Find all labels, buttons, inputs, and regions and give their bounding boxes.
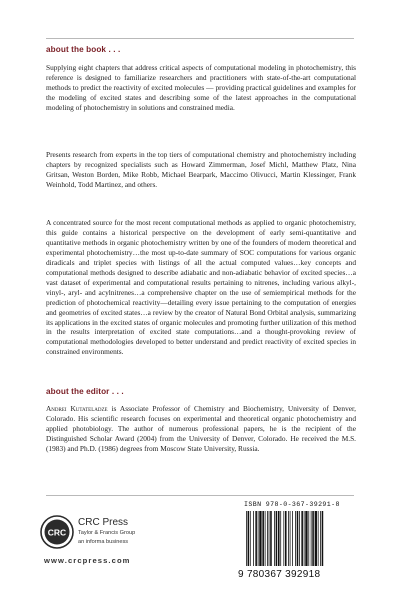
bottom-divider bbox=[46, 495, 354, 496]
publisher-group: Taylor & Francis Group bbox=[78, 530, 136, 536]
barcode-bar bbox=[250, 511, 251, 573]
barcode-bar bbox=[301, 511, 303, 573]
about-editor-heading: about the editor . . . bbox=[46, 387, 124, 396]
barcode-bar bbox=[320, 511, 321, 573]
barcode-bar bbox=[318, 511, 319, 573]
barcode-bar bbox=[304, 511, 305, 573]
about-book-heading: about the book . . . bbox=[46, 45, 121, 54]
barcode-bar bbox=[270, 511, 272, 573]
barcode-bar bbox=[262, 511, 264, 573]
barcode-bar bbox=[297, 511, 299, 573]
isbn-digits: 9 780367 392918 bbox=[238, 569, 321, 580]
barcode-bar bbox=[246, 511, 247, 573]
barcode-bar bbox=[308, 511, 309, 573]
barcode-bar bbox=[290, 511, 291, 573]
barcode-bar bbox=[265, 511, 266, 573]
editor-name: Andrei Kutateladze bbox=[46, 404, 108, 413]
publisher-url[interactable]: www.crcpress.com bbox=[44, 556, 131, 565]
logo-text: CRC bbox=[47, 527, 67, 538]
barcode-bar bbox=[258, 511, 259, 573]
barcode-bar bbox=[295, 511, 296, 573]
about-book-paragraph-1: Supplying eight chapters that address critical aspects of computational modeling in photochemistry, this reference is designed to familiarize researchers and practitioners with state-of-the-art computational methods to predict the reactivity of excited molecules — providing practical guidelines and examples for the modeling of excited states and describing some of the latest approaches in the computational modeling of photochemistry in solutions and constrained media. bbox=[46, 63, 356, 112]
barcode-bar bbox=[280, 511, 281, 573]
barcode-bar bbox=[269, 511, 270, 573]
barcode-bar bbox=[315, 511, 317, 573]
barcode-bar bbox=[278, 511, 280, 573]
barcode-bar bbox=[305, 511, 307, 573]
editor-bio: is Associate Professor of Chemistry and Biochemistry, University of Denver, Colorado. His scientific research focuses on experimental and theoretical organic photochemistry and applied photobiology. The author of numerous professional papers, he is the recipient of the Distinguished Scholar Award (2004) from the University of Denver, Colorado. He received the M.S. (1983) and Ph.D. (1986) degrees from Moscow State University, Russia. bbox=[46, 404, 356, 453]
barcode-bar bbox=[267, 511, 268, 573]
barcode-bar bbox=[292, 511, 293, 573]
barcode-bar bbox=[312, 511, 314, 573]
about-editor-paragraph bbox=[46, 404, 356, 454]
barcode-bar bbox=[285, 511, 287, 573]
barcode-bar bbox=[255, 511, 257, 573]
crc-press-logo bbox=[40, 515, 74, 549]
about-book-paragraph-2: Presents research from experts in the top tiers of computational chemistry and photochemistry including chapters by recognized specialists such as Howard Zimmerman, Josef Michl, Matthew Platz, Nina Gritsan, Weston Borden, Mike Robb, Michael Bearpark, Maccimo Olivucci, Martin Klessinger, Frank Weinhold, Todd Martinez, and others. bbox=[46, 150, 356, 189]
publisher-business: an informa business bbox=[78, 539, 129, 545]
barcode-bar bbox=[248, 511, 250, 573]
barcode-bar bbox=[259, 511, 261, 573]
barcode-bar bbox=[253, 511, 254, 573]
barcode-bar bbox=[322, 511, 324, 573]
barcode-bar bbox=[274, 511, 275, 573]
barcode-bar bbox=[288, 511, 289, 573]
barcode-bar bbox=[311, 511, 312, 573]
barcode-bar bbox=[276, 511, 278, 573]
publisher-name: CRC Press bbox=[78, 517, 129, 528]
barcode-bar bbox=[299, 511, 300, 573]
barcode-image bbox=[240, 511, 354, 575]
about-book-paragraph-3: A concentrated source for the most recent computational methods as applied to organic photochemistry, this guide contains a historical perspective on the development of early semi-quantitative and quantitative methods in organic photochemistry written by one of the founders of modern theoretical and experimental photochemistry…the most up-to-date summary of SOC computations for various organic diradicals and triplet species with listings of all the actual computed values…key concepts and computational methods designed to describe adiabatic and non-adiabatic behavior of excited species…a vast dataset of experimental and computational results pertaining to nitrenes, including various alkyl-, vinyl-, aryl- and acylnitrenes…a comprehensive chapter on the use of semiempirical methods for the prediction of photochemical reactivity—detailing every issue pertaining to the computation of energies and geometries of excited states…a review by the creator of Natural Bond Orbital analysis, summarizing its applications in the excited states of organic molecules and promoting further utilization of this method in the results interpretation of excited state computations…and a thought-provoking review of computational methodologies developed to better understand and predict reactivity of excited species in constrained environments. bbox=[46, 218, 356, 357]
barcode-bar bbox=[283, 511, 284, 573]
isbn-label: ISBN 978-0-367-39291-8 bbox=[244, 501, 340, 508]
top-divider bbox=[46, 38, 354, 39]
